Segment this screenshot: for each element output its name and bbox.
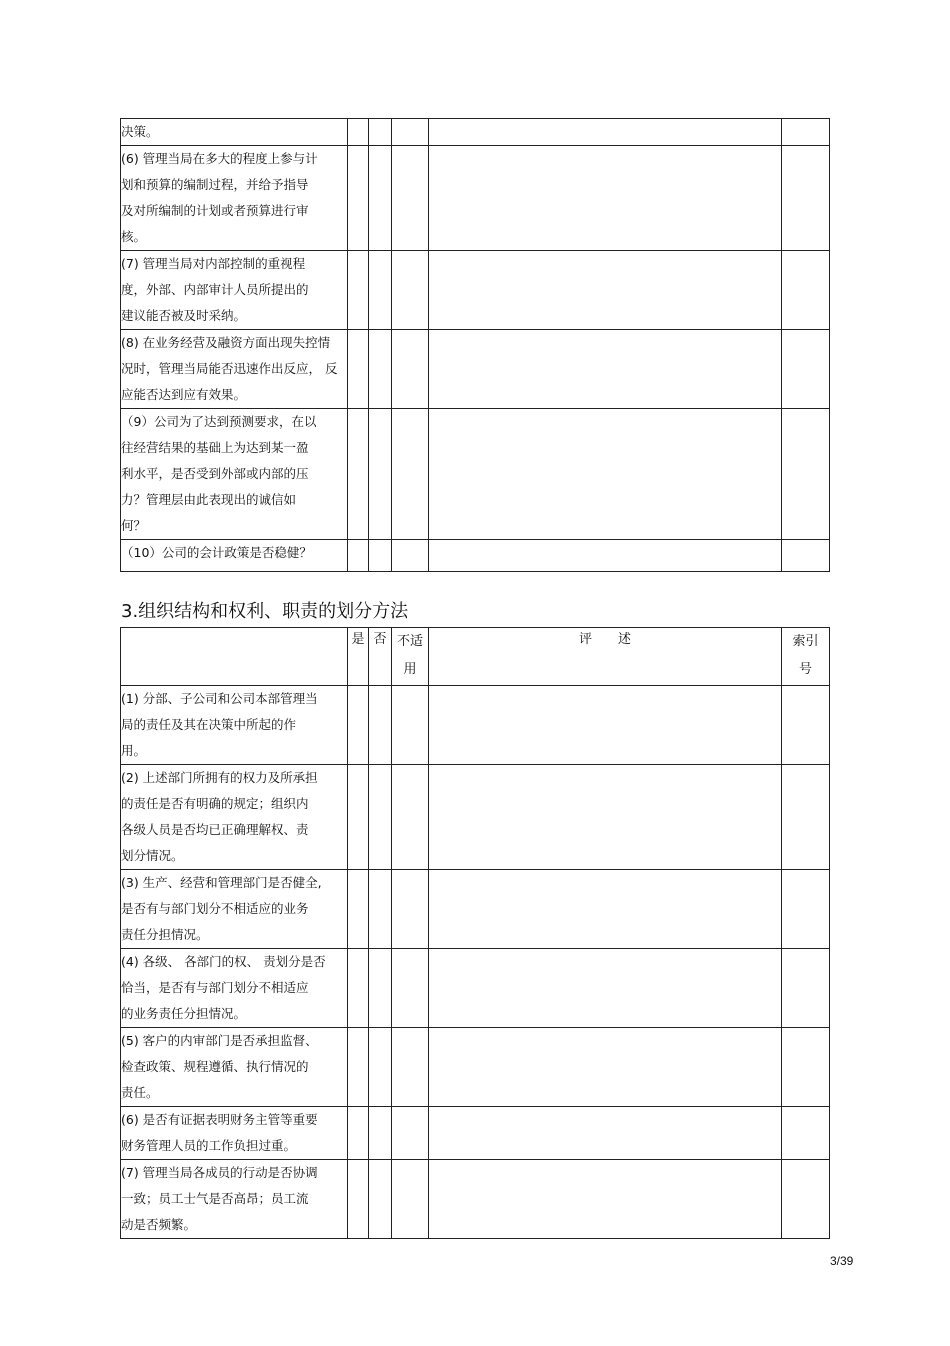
question-line: 一致；员工士气是否高昂；员工流 <box>121 1191 309 1206</box>
question-line: 是否有与部门划分不相适应的业务 <box>121 901 309 916</box>
index-cell[interactable] <box>782 146 830 251</box>
question-line: 责任。 <box>121 1085 159 1100</box>
table-row <box>121 1107 830 1160</box>
table-row <box>121 146 830 251</box>
table-header-row <box>121 628 830 686</box>
question-line: 核。 <box>121 229 147 244</box>
question-cell <box>121 330 348 409</box>
question-cell <box>121 119 348 146</box>
question-cell <box>121 1107 348 1160</box>
not-applicable-cell[interactable] <box>392 1028 429 1107</box>
question-line: 度，外部、内部审计人员所提出的 <box>121 282 309 297</box>
question-line: 及对所编制的计划或者预算进行审 <box>121 203 309 218</box>
index-cell[interactable] <box>782 870 830 949</box>
question-line: 的业务责任分担情况。 <box>121 1006 247 1021</box>
question-line: 往经营结果的基础上为达到某一盈 <box>121 440 309 455</box>
comment-cell[interactable] <box>429 765 782 870</box>
control-checklist-table-1 <box>120 118 830 572</box>
not-applicable-cell[interactable] <box>392 949 429 1028</box>
yes-cell[interactable] <box>348 409 369 540</box>
index-cell[interactable] <box>782 1160 830 1239</box>
table-row <box>121 949 830 1028</box>
not-applicable-cell[interactable] <box>392 1107 429 1160</box>
question-line: 建议能否被及时采纳。 <box>121 308 247 323</box>
header-yes: 是 <box>348 628 369 686</box>
question-line: (7) 管理当局对内部控制的重视程 <box>121 256 306 271</box>
comment-cell[interactable] <box>429 1028 782 1107</box>
question-line: （9）公司为了达到预测要求，在以 <box>121 414 317 429</box>
question-line: (8) 在业务经营及融资方面出现失控情 <box>121 335 331 350</box>
no-cell[interactable] <box>369 146 392 251</box>
table-row <box>121 765 830 870</box>
no-cell[interactable] <box>369 949 392 1028</box>
no-cell[interactable] <box>369 686 392 765</box>
no-cell[interactable] <box>369 119 392 146</box>
yes-cell[interactable] <box>348 949 369 1028</box>
comment-cell[interactable] <box>429 251 782 330</box>
yes-cell[interactable] <box>348 1107 369 1160</box>
question-line: (7) 管理当局各成员的行动是否协调 <box>121 1165 318 1180</box>
question-line: 责任分担情况。 <box>121 927 209 942</box>
question-cell <box>121 765 348 870</box>
question-line: 财务管理人员的工作负担过重。 <box>121 1138 297 1153</box>
header-not-applicable-line1: 不适 <box>396 634 423 649</box>
question-cell <box>121 1160 348 1239</box>
yes-cell[interactable] <box>348 251 369 330</box>
question-line: 况时，管理当局能否迅速作出反应， 反 <box>121 361 338 376</box>
header-index-line2: 号 <box>798 662 812 677</box>
question-line: 局的责任及其在决策中所起的作 <box>121 717 297 732</box>
table-row <box>121 409 830 540</box>
question-cell <box>121 949 348 1028</box>
question-line: 的责任是否有明确的规定；组织内 <box>121 796 309 811</box>
question-line: (6) 是否有证据表明财务主管等重要 <box>121 1112 318 1127</box>
question-cell <box>121 251 348 330</box>
table-row <box>121 1028 830 1107</box>
no-cell[interactable] <box>369 870 392 949</box>
question-cell <box>121 686 348 765</box>
question-line: 应能否达到应有效果。 <box>121 387 247 402</box>
comment-cell[interactable] <box>429 686 782 765</box>
not-applicable-cell[interactable] <box>392 119 429 146</box>
not-applicable-cell[interactable] <box>392 1160 429 1239</box>
question-cell <box>121 146 348 251</box>
comment-cell[interactable] <box>429 146 782 251</box>
comment-cell[interactable] <box>429 119 782 146</box>
question-line: (2) 上述部门所拥有的权力及所承担 <box>121 770 318 785</box>
header-no: 否 <box>369 628 392 686</box>
not-applicable-cell[interactable] <box>392 146 429 251</box>
no-cell[interactable] <box>369 1160 392 1239</box>
no-cell[interactable] <box>369 540 392 572</box>
comment-cell[interactable] <box>429 540 782 572</box>
question-line: 用。 <box>121 743 147 758</box>
header-not-applicable <box>392 628 429 686</box>
question-line: (4) 各级、 各部门的权、 责划分是否 <box>121 954 326 969</box>
question-line: 力？管理层由此表现出的诚信如 <box>121 492 297 507</box>
index-cell[interactable] <box>782 765 830 870</box>
header-comment: 评 述 <box>429 628 782 686</box>
comment-cell[interactable] <box>429 949 782 1028</box>
yes-cell[interactable] <box>348 330 369 409</box>
index-cell[interactable] <box>782 330 830 409</box>
question-line: 恰当，是否有与部门划分不相适应 <box>121 980 309 995</box>
question-line: 利水平，是否受到外部或内部的压 <box>121 466 309 481</box>
question-line: (3) 生产、经营和管理部门是否健全, <box>121 875 322 890</box>
table-row <box>121 330 830 409</box>
question-line: （10）公司的会计政策是否稳健？ <box>121 545 312 560</box>
comment-cell[interactable] <box>429 409 782 540</box>
question-line: (6) 管理当局在多大的程度上参与计 <box>121 151 318 166</box>
yes-cell[interactable] <box>348 686 369 765</box>
table-row <box>121 686 830 765</box>
index-cell[interactable] <box>782 251 830 330</box>
not-applicable-cell[interactable] <box>392 251 429 330</box>
question-line: 动是否频繁。 <box>121 1217 197 1232</box>
comment-cell[interactable] <box>429 870 782 949</box>
question-line: 决策。 <box>121 124 159 139</box>
question-cell <box>121 870 348 949</box>
index-cell[interactable] <box>782 409 830 540</box>
question-line: 检查政策、规程遵循、执行情况的 <box>121 1059 309 1074</box>
comment-cell[interactable] <box>429 330 782 409</box>
comment-cell[interactable] <box>429 1107 782 1160</box>
yes-cell[interactable] <box>348 146 369 251</box>
yes-cell[interactable] <box>348 1160 369 1239</box>
index-cell[interactable] <box>782 540 830 572</box>
yes-cell[interactable] <box>348 119 369 146</box>
no-cell[interactable] <box>369 1028 392 1107</box>
question-line: 划分情况。 <box>121 848 184 863</box>
yes-cell[interactable] <box>348 1028 369 1107</box>
table-row <box>121 251 830 330</box>
yes-cell[interactable] <box>348 870 369 949</box>
question-line: (1) 分部、子公司和公司本部管理当 <box>121 691 318 706</box>
header-index-line1: 索引 <box>792 634 819 649</box>
index-cell[interactable] <box>782 119 830 146</box>
table-row <box>121 540 830 572</box>
not-applicable-cell[interactable] <box>392 409 429 540</box>
question-cell <box>121 1028 348 1107</box>
question-cell <box>121 540 348 572</box>
question-line: 划和预算的编制过程，并给予指导 <box>121 177 309 192</box>
table-row <box>121 870 830 949</box>
index-cell[interactable] <box>782 686 830 765</box>
question-line: (5) 客户的内审部门是否承担监督、 <box>121 1033 318 1048</box>
index-cell[interactable] <box>782 1107 830 1160</box>
yes-cell[interactable] <box>348 765 369 870</box>
not-applicable-cell[interactable] <box>392 765 429 870</box>
control-checklist-table-2 <box>120 627 830 1239</box>
header-not-applicable-line2: 用 <box>403 662 417 677</box>
header-index <box>782 628 830 686</box>
question-line: 各级人员是否均已正确理解权、责 <box>121 822 309 837</box>
header-item-blank <box>121 628 348 686</box>
yes-cell[interactable] <box>348 540 369 572</box>
no-cell[interactable] <box>369 330 392 409</box>
no-cell[interactable] <box>369 251 392 330</box>
table-row <box>121 119 830 146</box>
question-cell <box>121 409 348 540</box>
comment-cell[interactable] <box>429 1160 782 1239</box>
not-applicable-cell[interactable] <box>392 870 429 949</box>
table-row <box>121 1160 830 1239</box>
no-cell[interactable] <box>369 1107 392 1160</box>
no-cell[interactable] <box>369 765 392 870</box>
index-cell[interactable] <box>782 949 830 1028</box>
not-applicable-cell[interactable] <box>392 330 429 409</box>
no-cell[interactable] <box>369 409 392 540</box>
page-number: 3/39 <box>830 1254 854 1268</box>
question-line: 何？ <box>121 518 147 533</box>
not-applicable-cell[interactable] <box>392 686 429 765</box>
index-cell[interactable] <box>782 1028 830 1107</box>
section-title: 3.组织结构和权利、职责的划分方法 <box>121 601 409 622</box>
not-applicable-cell[interactable] <box>392 540 429 572</box>
